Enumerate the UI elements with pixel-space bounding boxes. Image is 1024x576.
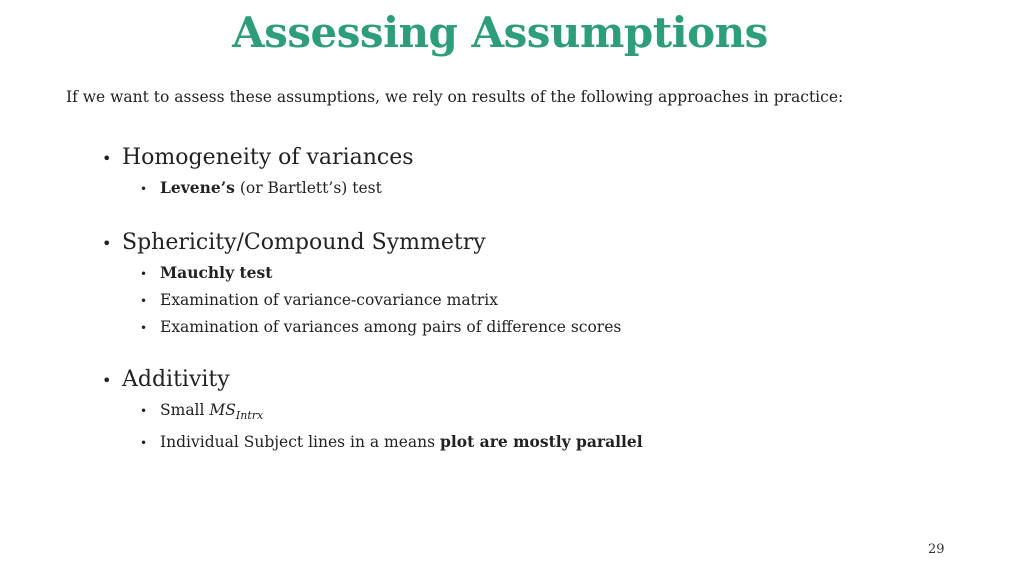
bullet-homogeneity bbox=[102, 144, 414, 173]
list-item bbox=[140, 175, 414, 202]
small-prefix: Small bbox=[160, 401, 210, 419]
section-heading: Additivity bbox=[122, 367, 230, 392]
bullet-marker: • bbox=[140, 436, 148, 451]
bullet-marker: • bbox=[140, 404, 148, 418]
levene-label: Levene’s bbox=[160, 178, 235, 197]
list-item bbox=[140, 314, 621, 341]
list-item-text: Examination of variances among pairs of difference scores bbox=[160, 318, 622, 336]
section-heading: Homogeneity of variances bbox=[122, 145, 414, 170]
bullet-additivity bbox=[102, 366, 643, 395]
bullet-marker: • bbox=[102, 234, 112, 253]
bullet-marker: • bbox=[140, 321, 148, 335]
intro-text: If we want to assess these assumptions, we rely on results of the following approaches in practice: bbox=[66, 88, 844, 106]
parallel-emphasis: plot are mostly parallel bbox=[440, 432, 643, 452]
sublist-additivity bbox=[140, 397, 643, 456]
list-item-text: Examination of variance-covariance matrix bbox=[160, 291, 498, 309]
bullet-marker: • bbox=[102, 149, 112, 168]
list-item bbox=[140, 260, 621, 287]
page-number: 29 bbox=[928, 542, 945, 557]
list-item bbox=[140, 429, 643, 456]
levene-rest: (or Bartlett’s) test bbox=[234, 179, 382, 197]
bullet-marker: • bbox=[140, 294, 148, 308]
section-heading: Sphericity/Compound Symmetry bbox=[122, 230, 486, 255]
subject-lines-prefix: Individual Subject lines in a means bbox=[160, 433, 441, 452]
bullet-marker: • bbox=[140, 267, 148, 281]
sublist-homogeneity bbox=[140, 175, 414, 202]
sublist-sphericity bbox=[140, 260, 621, 341]
bullet-marker: • bbox=[140, 182, 148, 196]
section-sphericity bbox=[102, 229, 621, 341]
list-item bbox=[140, 397, 643, 429]
ms-subscript: Intrx bbox=[235, 409, 264, 423]
list-item bbox=[140, 287, 621, 314]
section-homogeneity bbox=[102, 144, 414, 202]
ms-symbol: MS bbox=[209, 401, 236, 419]
bullet-marker: • bbox=[102, 371, 112, 390]
bullet-sphericity bbox=[102, 229, 621, 258]
slide-title: Assessing Assumptions bbox=[232, 8, 768, 57]
mauchly-label: Mauchly test bbox=[160, 263, 273, 282]
section-additivity bbox=[102, 366, 643, 456]
